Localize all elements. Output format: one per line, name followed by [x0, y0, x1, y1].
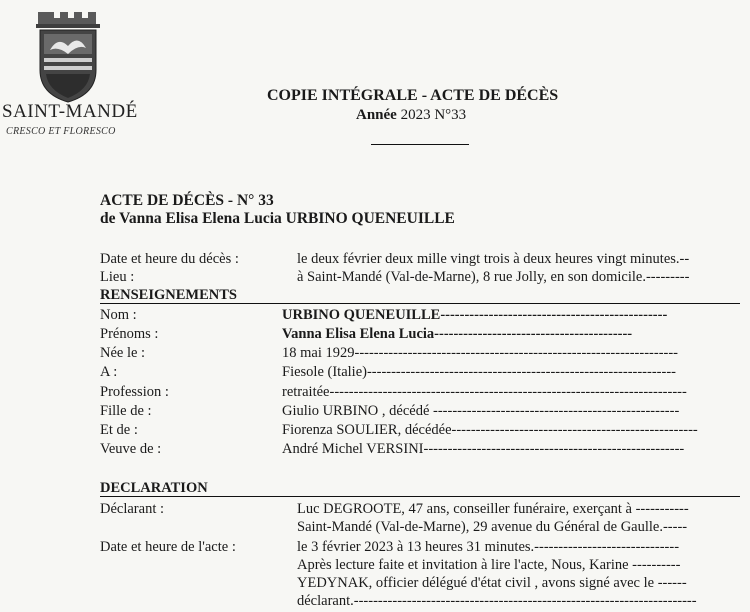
text-line: déclarant.-----------------------------------------------------------------------: [297, 593, 697, 609]
field-label: Fille de :: [100, 403, 152, 419]
field-value: 18 mai 1929-------------------------------------------------------------------: [282, 345, 679, 361]
field-label: Date et heure de l'acte :: [100, 539, 236, 555]
year-label: Année: [356, 107, 397, 123]
text-line: Après lecture faite et invitation à lire l'acte, Nous, Karine ----------: [297, 557, 681, 573]
acte-title: ACTE DE DÉCÈS - N° 33: [100, 192, 274, 209]
field-value: le deux février deux mille vingt trois à deux heures vingt minutes.--: [297, 251, 690, 267]
town-name: SAINT-MANDÉ: [2, 101, 138, 122]
section-declaration: DECLARATION: [100, 480, 208, 496]
field-label: Profession :: [100, 384, 169, 400]
text-line: le 3 février 2023 à 13 heures 31 minutes.------------------------------: [297, 539, 680, 555]
declarant-text: [297, 500, 749, 536]
coat-of-arms-icon: [32, 8, 104, 104]
field-value: Fiorenza SOULIER, décédée---------------------------------------------------: [282, 422, 698, 438]
field-label: Née le :: [100, 345, 146, 361]
field-value: Vanna Elisa Elena Lucia-----------------------------------------: [282, 326, 633, 342]
field-label: A :: [100, 364, 118, 380]
section-rule: [100, 303, 740, 304]
document-year: [356, 107, 466, 124]
field-value: Fiesole (Italie)----------------------------------------------------------------: [282, 364, 676, 380]
text-line: YEDYNAK, officier délégué d'état civil , avons signé avec le ------: [297, 575, 687, 591]
field-label: Et de :: [100, 422, 138, 438]
text-line: Luc DEGROOTE, 47 ans, conseiller funéraire, exerçant à -----------: [297, 501, 689, 517]
field-value: Giulio URBINO , décédé ---------------------------------------------------: [282, 403, 680, 419]
text-line: Saint-Mandé (Val-de-Marne), 29 avenue du Général de Gaulle.-----: [297, 519, 688, 535]
document-title: COPIE INTÉGRALE - ACTE DE DÉCÈS: [267, 87, 559, 104]
section-renseignements: RENSEIGNEMENTS: [100, 287, 237, 303]
year-value: 2023 N°33: [400, 107, 467, 123]
field-label: Date et heure du décès :: [100, 251, 239, 267]
field-value: URBINO QUENEUILLE-----------------------------------------------: [282, 307, 668, 323]
heading-rule: [371, 144, 469, 145]
town-motto: CRESCO ET FLORESCO: [6, 126, 116, 137]
field-value: à Saint-Mandé (Val-de-Marne), 8 rue Jolly, en son domicile.---------: [297, 269, 690, 285]
field-label: Lieu :: [100, 269, 135, 285]
field-label: Veuve de :: [100, 441, 162, 457]
field-label: Nom :: [100, 307, 137, 323]
field-label: Prénoms :: [100, 326, 159, 342]
acte-date-text: [297, 538, 749, 610]
field-value: retraitée--------------------------------------------------------------------------: [282, 384, 687, 400]
section-rule: [100, 496, 740, 497]
field-label: Déclarant :: [100, 501, 165, 517]
field-value: André Michel VERSINI------------------------------------------------------: [282, 441, 685, 457]
acte-subtitle: de Vanna Elisa Elena Lucia URBINO QUENEUILLE: [100, 210, 455, 227]
